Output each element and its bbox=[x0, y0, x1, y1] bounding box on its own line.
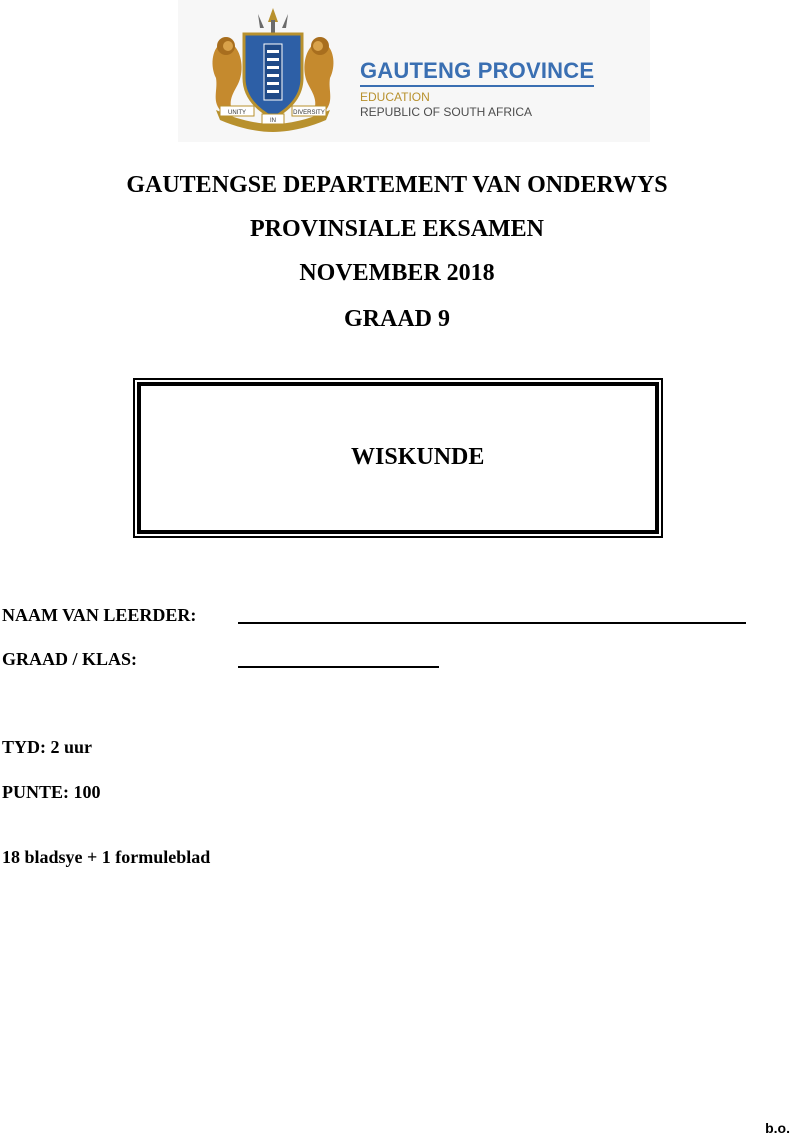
logo-banner bbox=[178, 0, 650, 142]
brand-subtitle: EDUCATION bbox=[360, 90, 430, 104]
brand-title: GAUTENG PROVINCE bbox=[360, 58, 594, 87]
crest-motto-left: UNITY bbox=[228, 110, 246, 116]
brand-text bbox=[360, 58, 594, 119]
coat-of-arms-icon bbox=[198, 6, 348, 134]
turn-over-note: b.o. bbox=[765, 1120, 790, 1136]
brand-country: REPUBLIC OF SOUTH AFRICA bbox=[360, 105, 533, 119]
pages-info: 18 bladsye + 1 formuleblad bbox=[2, 847, 211, 867]
subject-title: WISKUNDE bbox=[351, 444, 485, 470]
grade-class-line[interactable] bbox=[238, 666, 439, 668]
subject-box-inner bbox=[137, 382, 659, 534]
crest-motto-mid: IN bbox=[270, 118, 276, 124]
grade-class-label: GRAAD / KLAS: bbox=[2, 649, 138, 669]
learner-name-label: NAAM VAN LEERDER: bbox=[2, 605, 197, 625]
subject-box bbox=[133, 378, 663, 538]
grade-heading: GRAAD 9 bbox=[344, 306, 450, 332]
department-heading: GAUTENGSE DEPARTEMENT VAN ONDERWYS bbox=[126, 172, 668, 198]
date-heading: NOVEMBER 2018 bbox=[299, 260, 495, 286]
time-info: TYD: 2 uur bbox=[2, 737, 93, 757]
crest-motto-right: DIVERSITY bbox=[293, 110, 325, 116]
learner-name-line[interactable] bbox=[238, 622, 746, 624]
marks-info: PUNTE: 100 bbox=[2, 782, 101, 802]
exam-heading: PROVINSIALE EKSAMEN bbox=[249, 216, 545, 242]
